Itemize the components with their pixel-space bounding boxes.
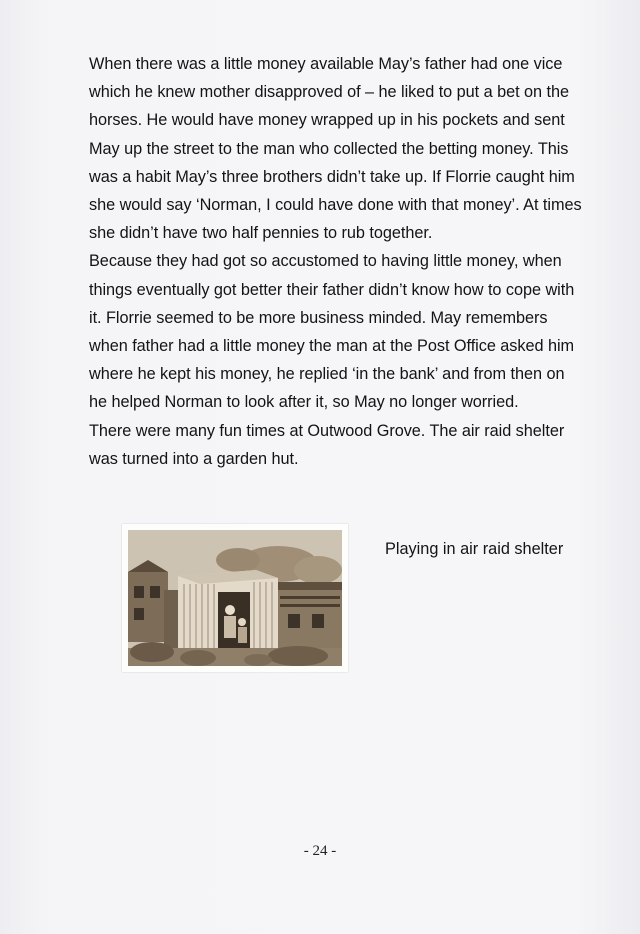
text-line: she would say ‘Norman, I could have done with that money’. At times [89,196,582,215]
body-text [89,50,609,473]
text-line: Because they had got so accustomed to having little money, when [89,252,562,271]
text-line: which he knew mother disapproved of – he liked to put a bet on the [89,83,570,102]
text-line: was a habit May’s three brothers didn’t take up. If Florrie caught him [89,167,575,186]
photo-image [128,530,342,666]
text-line: May up the street to the man who collected the betting money. This [89,139,569,158]
paragraph-2 [89,247,609,416]
text-line: it. Florrie seemed to be more business minded. May remembers [89,308,548,327]
photo-caption: Playing in air raid shelter [385,540,564,558]
text-line: horses. He would have money wrapped up in his pockets and sent [89,111,565,130]
text-line: when father had a little money the man at the Post Office asked him [89,337,575,356]
text-line: she didn’t have two half pennies to rub together. [89,224,433,243]
photograph-air-raid-shelter [122,524,348,672]
paragraph-1 [89,50,609,247]
text-line: where he kept his money, he replied ‘in the bank’ and from then on [89,365,565,384]
text-line: he helped Norman to look after it, so May no longer worried. [89,393,519,412]
page-number: - 24 - [303,843,337,859]
text-line: When there was a little money available May’s father had one vice [89,55,563,73]
text-line: things eventually got better their father didn’t know how to cope with [89,280,575,299]
text-line: There were many fun times at Outwood Grove. The air raid shelter [89,421,565,440]
text-line: was turned into a garden hut. [89,449,299,468]
paragraph-3 [89,417,609,473]
